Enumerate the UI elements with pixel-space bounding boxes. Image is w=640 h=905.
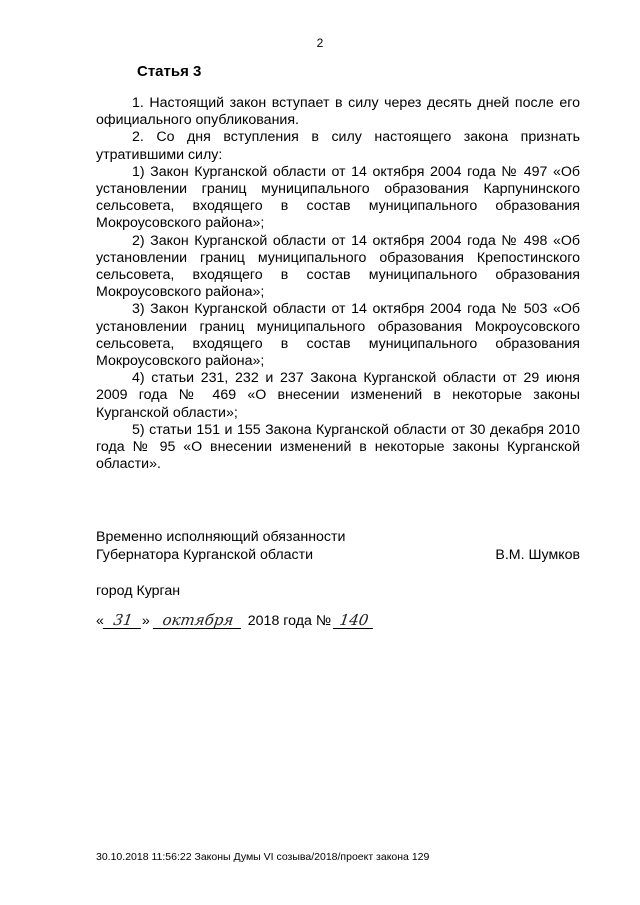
signing-date-line [96,612,374,629]
date-year-text: 2018 года № [247,613,332,629]
date-close-quote: » [141,613,150,629]
handwritten-law-number: 140 [333,612,375,629]
law-body [96,95,580,473]
page-number: 2 [316,36,324,50]
document-footer: 30.10.2018 11:56:22 Законы Думы VI созыва/2018/проект закона 129 [96,851,430,863]
signer-name: В.М. Шумков [495,547,580,563]
article-heading: Статья 3 [137,63,202,80]
repeal-item-3: 3) Закон Курганской области от 14 октября 2004 года № 503 «Об установлении границ муниципального образования Мокроусовского сельсовета, входящего в состав муниципального образования Мокроусовского района»; [96,301,580,370]
date-open-quote: « [96,613,104,629]
city: город Курган [96,583,181,599]
signer-title-line1: Временно исполняющий обязанности [96,529,346,545]
signer-title-line2: Губернатора Курганской области [96,547,314,563]
repeal-item-1: 1) Закон Курганской области от 14 октября 2004 года № 497 «Об установлении границ муниципального образования Карпунинского сельсовета, входящего в состав муниципального образования Мокроусовского района»; [96,163,580,232]
signature-block [96,528,580,564]
repeal-item-5: 5) статьи 151 и 155 Закона Курганской области от 30 декабря 2010 года № 95 «О внесении изменений в некоторые законы Курганской области». [96,421,580,473]
paragraph-effective-date: 1. Настоящий закон вступает в силу через десять дней после его официального опубликования. [96,95,580,129]
repeal-item-2: 2) Закон Курганской области от 14 октября 2004 года № 498 «Об установлении границ муниципального образования Крепостинского сельсовета, входящего в состав муниципального образования Мокроусовского района»; [96,232,580,301]
handwritten-month: октября [153,612,243,629]
handwritten-day: 31 [103,612,143,629]
repeal-item-4: 4) статьи 231, 232 и 237 Закона Курганской области от 29 июня 2009 года № 469 «О внесении изменений в некоторые законы Курганской области»; [96,370,580,421]
paragraph-repeal-intro: 2. Со дня вступления в силу настоящего закона признать утратившими силу: [96,129,580,163]
